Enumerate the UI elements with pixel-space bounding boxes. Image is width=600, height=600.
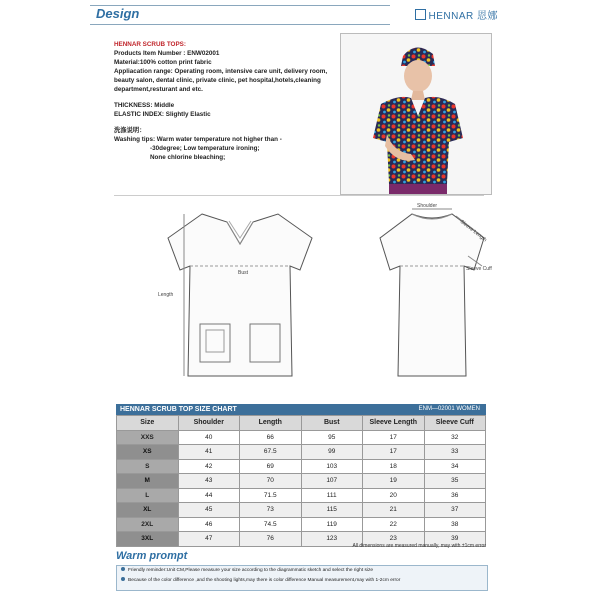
size-cell: M [117, 474, 179, 489]
value-cell: 34 [424, 459, 486, 474]
spec-application: Appliacation range: Operating room, intensive care unit, delivery room, beauty salon, dental clinic, private clinic, pet hospital,hotels,cleaning department,resturant and etc. [114, 68, 328, 93]
label-sleeve-cuff: Sleeve Cuff [466, 266, 492, 272]
spec-wash-cn: 洗涤说明： [114, 127, 146, 134]
value-cell: 71.5 [240, 488, 302, 503]
measurement-note: All dimensions are measured manually, may with ±1cm error [352, 543, 486, 549]
value-cell: 123 [301, 532, 363, 547]
value-cell: 69 [240, 459, 302, 474]
column-header: Sleeve Cuff [424, 416, 486, 431]
value-cell: 18 [363, 459, 425, 474]
size-cell: L [117, 488, 179, 503]
value-cell: 45 [178, 503, 240, 518]
product-spec [114, 40, 329, 162]
value-cell: 17 [363, 430, 425, 445]
header [90, 0, 500, 28]
label-shoulder: Shoulder [417, 203, 438, 209]
spec-elastic: ELASTIC INDEX: Slightly Elastic [114, 111, 211, 118]
size-chart-header [116, 404, 486, 415]
model-photo [340, 33, 492, 195]
brand-mark-icon [415, 9, 426, 20]
value-cell: 36 [424, 488, 486, 503]
value-cell: 37 [424, 503, 486, 518]
spec-heading: HENNAR SCRUB TOPS: [114, 41, 186, 48]
warm-prompt-text-2: Because of the color difference ,and the shooting lights,may there is color difference Manual measurement,may with 1-2cm error [128, 578, 401, 583]
value-cell: 38 [424, 517, 486, 532]
value-cell: 44 [178, 488, 240, 503]
size-cell: 2XL [117, 517, 179, 532]
table-body [117, 430, 486, 546]
value-cell: 41 [178, 445, 240, 460]
size-cell: XS [117, 445, 179, 460]
garment-sketch [112, 200, 492, 385]
label-bust: Bust [238, 270, 249, 276]
value-cell: 70 [240, 474, 302, 489]
value-cell: 103 [301, 459, 363, 474]
size-cell: 3XL [117, 532, 179, 547]
value-cell: 40 [178, 430, 240, 445]
size-cell: XXS [117, 430, 179, 445]
brand-logo [415, 7, 498, 22]
value-cell: 47 [178, 532, 240, 547]
value-cell: 21 [363, 503, 425, 518]
table-row [117, 445, 486, 460]
table-row [117, 488, 486, 503]
spec-wash-2: -30degree; Low temperature ironing; [150, 145, 260, 152]
size-table [116, 415, 486, 547]
value-cell: 35 [424, 474, 486, 489]
table-row [117, 503, 486, 518]
table-row [117, 517, 486, 532]
value-cell: 23 [363, 532, 425, 547]
value-cell: 22 [363, 517, 425, 532]
size-chart [116, 404, 486, 547]
value-cell: 107 [301, 474, 363, 489]
value-cell: 19 [363, 474, 425, 489]
value-cell: 95 [301, 430, 363, 445]
value-cell: 115 [301, 503, 363, 518]
column-header: Shoulder [178, 416, 240, 431]
table-row [117, 474, 486, 489]
value-cell: 43 [178, 474, 240, 489]
warm-prompt-text-1: Friendly reminder:Unit CM,Please measure your size according to the diagrammatic sketch and select the right size [128, 568, 374, 573]
table-row [117, 430, 486, 445]
label-sleeve-length: Sleeve Length [458, 218, 488, 244]
brand-name: HENNAR 恩娜 [428, 11, 498, 22]
divider [114, 195, 484, 196]
warm-prompt-title: Warm prompt [116, 550, 188, 562]
value-cell: 111 [301, 488, 363, 503]
size-sketch [112, 200, 492, 385]
table-header-row [117, 416, 486, 431]
column-header: Bust [301, 416, 363, 431]
product-page [90, 0, 500, 600]
bullet-icon [121, 567, 125, 571]
warm-prompt-box [116, 565, 488, 591]
value-cell: 33 [424, 445, 486, 460]
size-chart-title: HENNAR SCRUB TOP SIZE CHART [120, 405, 237, 413]
warm-prompt-line-1 [117, 566, 487, 576]
spec-thickness: THICKNESS: Middle [114, 102, 175, 109]
value-cell: 119 [301, 517, 363, 532]
spec-item-number: Products Item Number : ENW02001 [114, 50, 220, 57]
value-cell: 73 [240, 503, 302, 518]
value-cell: 67.5 [240, 445, 302, 460]
value-cell: 39 [424, 532, 486, 547]
spec-material: Material:100% cotton print fabric [114, 59, 212, 66]
value-cell: 66 [240, 430, 302, 445]
page-title: Design [96, 6, 140, 21]
value-cell: 17 [363, 445, 425, 460]
column-header: Length [240, 416, 302, 431]
model-photo-illustration [341, 34, 491, 194]
value-cell: 32 [424, 430, 486, 445]
value-cell: 76 [240, 532, 302, 547]
size-chart-code: ENM—02001 WOMEN [418, 406, 480, 412]
value-cell: 46 [178, 517, 240, 532]
column-header: Size [117, 416, 179, 431]
value-cell: 99 [301, 445, 363, 460]
table-row [117, 459, 486, 474]
label-length: Length [158, 292, 174, 298]
size-cell: XL [117, 503, 179, 518]
spec-wash-1: Washing tips: Warm water temperature not higher than - [114, 136, 282, 143]
column-header: Sleeve Length [363, 416, 425, 431]
warm-prompt-line-2 [117, 576, 487, 586]
bullet-icon [121, 577, 125, 581]
value-cell: 20 [363, 488, 425, 503]
value-cell: 42 [178, 459, 240, 474]
value-cell: 74.5 [240, 517, 302, 532]
spec-wash-3: None chlorine bleaching; [150, 154, 226, 161]
size-cell: S [117, 459, 179, 474]
